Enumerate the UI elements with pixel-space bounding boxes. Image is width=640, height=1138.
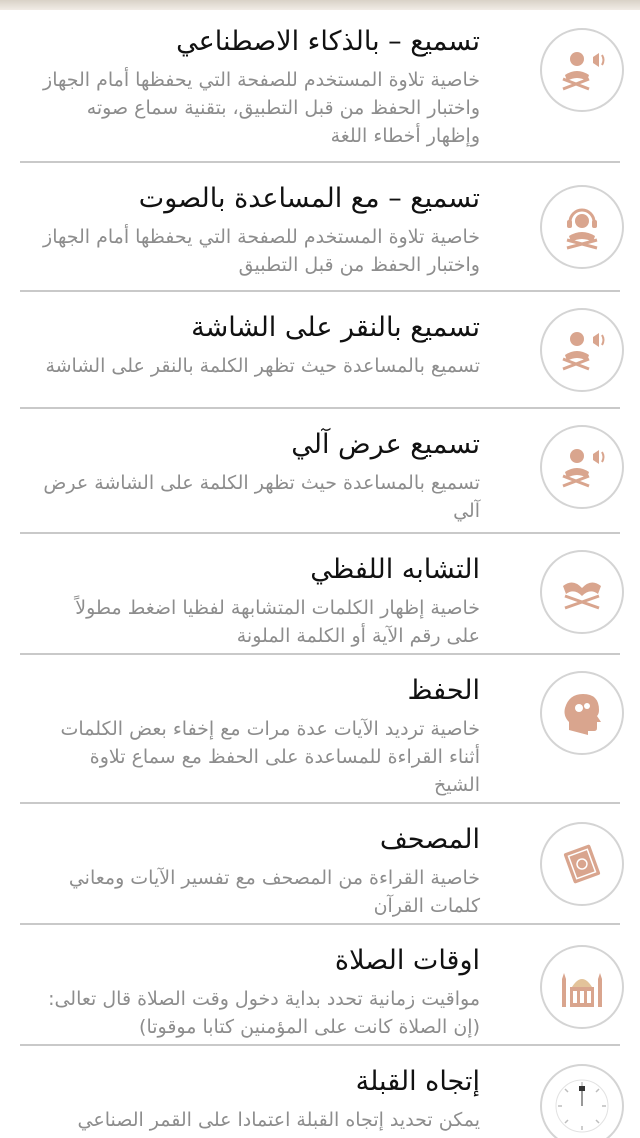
feature-item-qibla[interactable] bbox=[20, 1046, 620, 1138]
feature-item-memorization[interactable] bbox=[20, 655, 620, 804]
feature-title: المصحف bbox=[379, 824, 480, 855]
quran-stand-icon bbox=[540, 550, 624, 634]
feature-item-auto-display[interactable] bbox=[20, 409, 620, 534]
feature-title: تسميع عرض آلي bbox=[291, 429, 480, 460]
reciter-headset-icon bbox=[540, 185, 624, 269]
feature-item-audio-recitation[interactable] bbox=[20, 163, 620, 292]
features-list bbox=[0, 6, 640, 1138]
feature-description: خاصية تلاوة المستخدم للصفحة التي يحفظها أمام الجهاز واختبار الحفظ من قبل التطبيق، بتقنية سماع صوته وإظهار أخطاء اللغة bbox=[43, 69, 480, 147]
feature-item-mushaf[interactable] bbox=[20, 804, 620, 925]
reciter-speaker-icon bbox=[540, 28, 624, 112]
feature-item-prayer-times[interactable] bbox=[20, 925, 620, 1046]
feature-description: خاصية إظهار الكلمات المتشابهة لفظيا اضغط مطولاً على رقم الآية أو الكلمة الملونة bbox=[75, 597, 480, 647]
feature-title: التشابه اللفظي bbox=[310, 554, 480, 585]
feature-title: تسميع – بالذكاء الاصطناعي bbox=[176, 26, 480, 57]
feature-description: يمكن تحديد إتجاه القبلة اعتمادا على القمر الصناعي bbox=[77, 1109, 480, 1131]
qibla-compass-icon bbox=[540, 1064, 624, 1138]
mosque-icon bbox=[540, 945, 624, 1029]
feature-title: تسميع – مع المساعدة بالصوت bbox=[138, 183, 480, 214]
feature-description: خاصية القراءة من المصحف مع تفسير الآيات ومعاني كلمات القرآن bbox=[68, 867, 480, 917]
feature-item-tap-recitation[interactable] bbox=[20, 292, 620, 409]
feature-description: خاصية ترديد الآيات عدة مرات مع إخفاء بعض الكلمات أثناء القراءة للمساعدة على الحفظ مع سماع تلاوة الشيخ bbox=[60, 718, 480, 796]
head-memory-icon bbox=[540, 671, 624, 755]
feature-description: تسميع بالمساعدة حيث تظهر الكلمة على الشاشة عرض آلي bbox=[43, 472, 480, 522]
feature-title: إتجاه القبلة bbox=[355, 1066, 480, 1097]
feature-title: اوقات الصلاة bbox=[334, 945, 480, 976]
reciter-speaker-icon bbox=[540, 425, 624, 509]
feature-description: تسميع بالمساعدة حيث تظهر الكلمة بالنقر على الشاشة bbox=[45, 355, 480, 377]
feature-item-verbal-similarity[interactable] bbox=[20, 534, 620, 655]
feature-title: تسميع بالنقر على الشاشة bbox=[191, 312, 480, 343]
mushaf-book-icon bbox=[540, 822, 624, 906]
feature-description: مواقيت زمانية تحدد بداية دخول وقت الصلاة قال تعالى: (إن الصلاة كانت على المؤمنين كتابا موقوتا) bbox=[48, 988, 480, 1038]
feature-description: خاصية تلاوة المستخدم للصفحة التي يحفظها أمام الجهاز واختبار الحفظ من قبل التطبيق bbox=[43, 226, 480, 276]
feature-title: الحفظ bbox=[407, 675, 480, 706]
feature-item-ai-recitation[interactable] bbox=[20, 6, 620, 163]
reciter-speaker-icon bbox=[540, 308, 624, 392]
